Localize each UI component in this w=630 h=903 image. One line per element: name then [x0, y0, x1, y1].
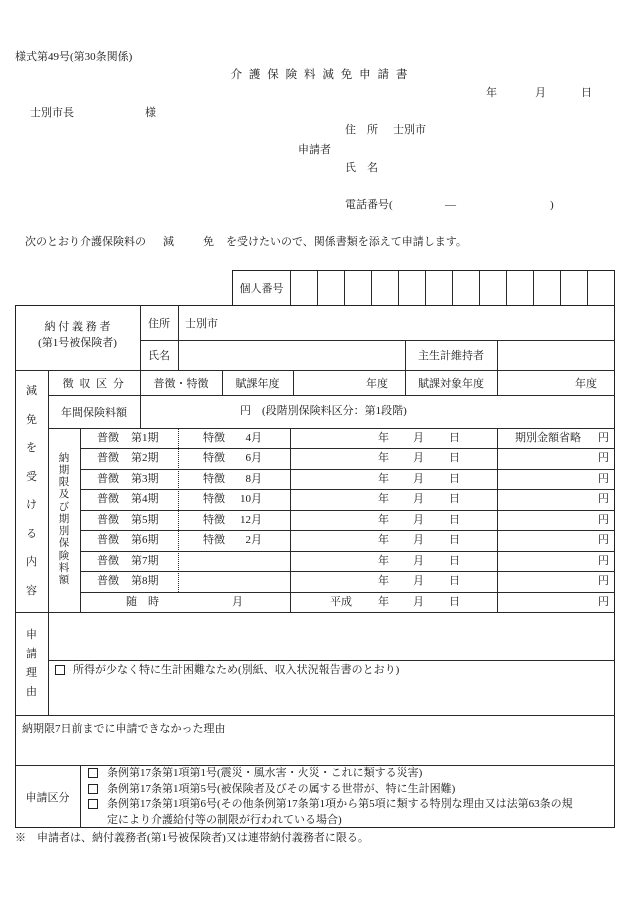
amount-yen-unit: 円 [598, 534, 609, 546]
ordinary-collection-label: 普徴 [97, 575, 119, 587]
schedule-row [0, 530, 630, 550]
occasional-month-label: 月 [232, 596, 243, 608]
ordinary-collection-label: 普徴 [97, 493, 119, 505]
due-month-label: 月 [413, 575, 424, 587]
payer-name-field[interactable] [178, 340, 405, 370]
amount-yen-unit: 円 [598, 596, 609, 608]
special-collection-month: 6月 [245, 452, 262, 464]
payer-label: 納 付 義 務 者 [44, 320, 111, 333]
era-label: 平成 [330, 596, 352, 608]
installment-period: 第8期 [131, 575, 159, 587]
schedule-row [0, 571, 630, 591]
category-option-3-checkbox[interactable] [88, 799, 98, 809]
due-year-label: 年 [378, 452, 389, 464]
schedule-row [0, 428, 630, 448]
householder-field[interactable] [497, 340, 615, 370]
amount-yen-unit: 円 [598, 473, 609, 485]
payer-sublabel: (第1号被保険者) [38, 336, 117, 349]
special-collection-label: 特徴 [203, 473, 225, 485]
annual-premium-field[interactable] [140, 395, 615, 428]
special-collection-month: 12月 [240, 514, 262, 526]
installment-period: 第3期 [131, 473, 159, 485]
individual-number-digit-cell[interactable] [479, 271, 506, 305]
statement-reduction-option[interactable]: 減 [163, 236, 174, 248]
applicant-address-label: 住 所 [345, 124, 378, 136]
grid-line [48, 660, 615, 661]
income-hardship-checkbox[interactable] [55, 665, 65, 675]
category-option-1: 条例第17条第1項第1号(震災・風水害・火災・これに類する災害) [107, 767, 423, 779]
due-day-label: 日 [449, 514, 460, 526]
individual-number-digit-cell[interactable] [398, 271, 425, 305]
payer-address-label: 住所 [148, 317, 170, 330]
householder-label: 主生計維持者 [418, 350, 484, 362]
due-year-label: 年 [378, 534, 389, 546]
due-day-label: 日 [449, 432, 460, 444]
grid-line [15, 715, 615, 716]
category-option-3-continued: 定により介護給付等の制限が行われている場合) [107, 814, 342, 826]
due-year-label: 年 [378, 493, 389, 505]
amount-yen-unit: 円 [598, 452, 609, 464]
special-collection-label: 特徴 [203, 534, 225, 546]
due-day-label: 日 [449, 493, 460, 505]
levy-year-suffix: 年度 [366, 377, 388, 390]
reduction-details-label: 減免を受ける内容 [26, 385, 37, 597]
due-day-label: 日 [449, 596, 460, 608]
due-month-label: 月 [413, 534, 424, 546]
special-collection-month: 4月 [245, 432, 262, 444]
target-year-label: 賦課対象年度 [418, 377, 484, 390]
reason-field[interactable] [49, 613, 614, 659]
individual-number-digit-cell[interactable] [587, 271, 614, 305]
applicant-address-value: 士別市 [393, 124, 426, 136]
payer-address-field[interactable] [178, 305, 615, 340]
schedule-label: 納期限及び期別保険料額 [58, 452, 70, 586]
amount-yen-unit: 円 [598, 514, 609, 526]
form-number: 様式第49号(第30条関係) [15, 51, 133, 63]
installment-period: 第1期 [131, 432, 159, 444]
due-day-label: 日 [449, 555, 460, 567]
category-option-3: 条例第17条第1項第6号(その他条例第17条第1項から第5項に類する特別な理由又は法第63条の規 [107, 798, 573, 810]
individual-number-digit-cell[interactable] [317, 271, 344, 305]
individual-number-digit-cell[interactable] [452, 271, 479, 305]
due-month-label: 月 [413, 596, 424, 608]
collection-type-value[interactable]: 普徴・特徴 [153, 377, 209, 390]
payer-label-cell [15, 305, 140, 370]
due-year-label: 年 [378, 432, 389, 444]
schedule-row [0, 448, 630, 468]
payer-name-label: 氏名 [148, 350, 170, 362]
amount-omitted-note: 期別金額省略 [515, 432, 581, 444]
form-title: 介 護 保 険 料 減 免 申 請 書 [230, 69, 410, 81]
due-year-label: 年 [378, 575, 389, 587]
due-day-label: 日 [449, 534, 460, 546]
due-month-label: 月 [413, 432, 424, 444]
special-collection-label: 特徴 [203, 432, 225, 444]
individual-number-digit-cell[interactable] [344, 271, 371, 305]
late-reason-label: 納期限7日前までに申請できなかった理由 [22, 723, 226, 735]
special-collection-month: 8月 [245, 473, 262, 485]
due-day-label: 日 [449, 575, 460, 587]
due-month-label: 月 [413, 514, 424, 526]
annual-premium-note: (段階別保険料区分：第1段階) [262, 405, 407, 417]
category-label: 申請区分 [25, 791, 70, 804]
special-collection-label: 特徴 [203, 514, 225, 526]
occasional-label: 随 時 [126, 596, 159, 608]
category-option-2-checkbox[interactable] [88, 784, 98, 794]
installment-period: 第7期 [131, 555, 159, 567]
due-year-label: 年 [378, 473, 389, 485]
ordinary-collection-label: 普徴 [97, 555, 119, 567]
individual-number-label: 個人番号 [239, 283, 284, 295]
amount-yen-unit: 円 [598, 555, 609, 567]
special-collection-month: 2月 [245, 534, 262, 546]
due-month-label: 月 [413, 473, 424, 485]
applicant-label: 申請者 [298, 144, 331, 156]
statement-exemption-option[interactable]: 免 [203, 236, 214, 248]
special-collection-month: 10月 [240, 493, 262, 505]
individual-number-digit-cell[interactable] [290, 271, 317, 305]
levy-year-label: 賦課年度 [235, 377, 280, 390]
due-month-label: 月 [413, 493, 424, 505]
due-year-label: 年 [378, 514, 389, 526]
ordinary-collection-label: 普徴 [97, 432, 119, 444]
addressee-name: 士別市長 [30, 107, 74, 119]
levy-year-field[interactable] [293, 370, 405, 395]
target-year-field[interactable] [497, 370, 615, 395]
collection-type-label: 徴 収 区 分 [62, 377, 126, 390]
statement-before: 次のとおり介護保険料の [25, 236, 146, 248]
annual-premium-label: 年間保険料額 [61, 406, 127, 419]
installment-period: 第2期 [131, 452, 159, 464]
date-day-label: 日 [581, 87, 592, 99]
amount-yen-unit: 円 [598, 575, 609, 587]
category-option-2: 条例第17条第1項第5号(被保険者及びその属する世帯が、特に生計困難) [107, 783, 456, 795]
date-year-label: 年 [486, 87, 497, 99]
due-month-label: 月 [413, 452, 424, 464]
schedule-row-occasional [0, 592, 630, 612]
target-year-suffix: 年度 [575, 377, 597, 390]
installment-period: 第4期 [131, 493, 159, 505]
special-collection-label: 特徴 [203, 452, 225, 464]
individual-number-digit-cell[interactable] [425, 271, 452, 305]
ordinary-collection-label: 普徴 [97, 534, 119, 546]
addressee-honorific: 様 [145, 107, 156, 119]
due-day-label: 日 [449, 452, 460, 464]
due-day-label: 日 [449, 473, 460, 485]
date-month-label: 月 [535, 87, 546, 99]
category-option-1-checkbox[interactable] [88, 768, 98, 778]
schedule-row [0, 469, 630, 489]
individual-number-digit-cell[interactable] [533, 271, 560, 305]
phone-label: 電話番号( [345, 199, 393, 211]
applicant-name-label: 氏 名 [345, 162, 378, 174]
installment-period: 第5期 [131, 514, 159, 526]
ordinary-collection-label: 普徴 [97, 514, 119, 526]
amount-yen-unit: 円 [598, 493, 609, 505]
late-reason-field[interactable] [16, 740, 614, 764]
amount-yen-unit: 円 [598, 432, 609, 444]
individual-number-digit-cell[interactable] [506, 271, 533, 305]
income-hardship-option: 所得が少なく特に生計困難なため(別紙、収入状況報告書のとおり) [73, 664, 400, 676]
ordinary-collection-label: 普徴 [97, 452, 119, 464]
reason-label-cell [15, 612, 48, 715]
individual-number-digit-cell[interactable] [371, 271, 398, 305]
due-year-label: 年 [378, 596, 389, 608]
phone-separator: — [445, 199, 456, 211]
individual-number-digit-cell[interactable] [560, 271, 587, 305]
installment-period: 第6期 [131, 534, 159, 546]
ordinary-collection-label: 普徴 [97, 473, 119, 485]
reason-label: 申請理由 [26, 628, 37, 698]
phone-close: ) [550, 199, 554, 211]
footnote: ※ 申請者は、納付義務者(第1号被保険者)又は連帯納付義務者に限る。 [15, 832, 369, 844]
annual-premium-unit: 円 [240, 405, 251, 417]
schedule-row [0, 551, 630, 571]
schedule-row [0, 489, 630, 509]
schedule-row [0, 510, 630, 530]
due-month-label: 月 [413, 555, 424, 567]
special-collection-label: 特徴 [203, 493, 225, 505]
individual-number-box [232, 270, 615, 306]
payer-address-value: 士別市 [185, 317, 218, 330]
due-year-label: 年 [378, 555, 389, 567]
grid-line [80, 765, 81, 828]
statement-after: を受けたいので、関係書類を添えて申請します。 [226, 236, 467, 248]
